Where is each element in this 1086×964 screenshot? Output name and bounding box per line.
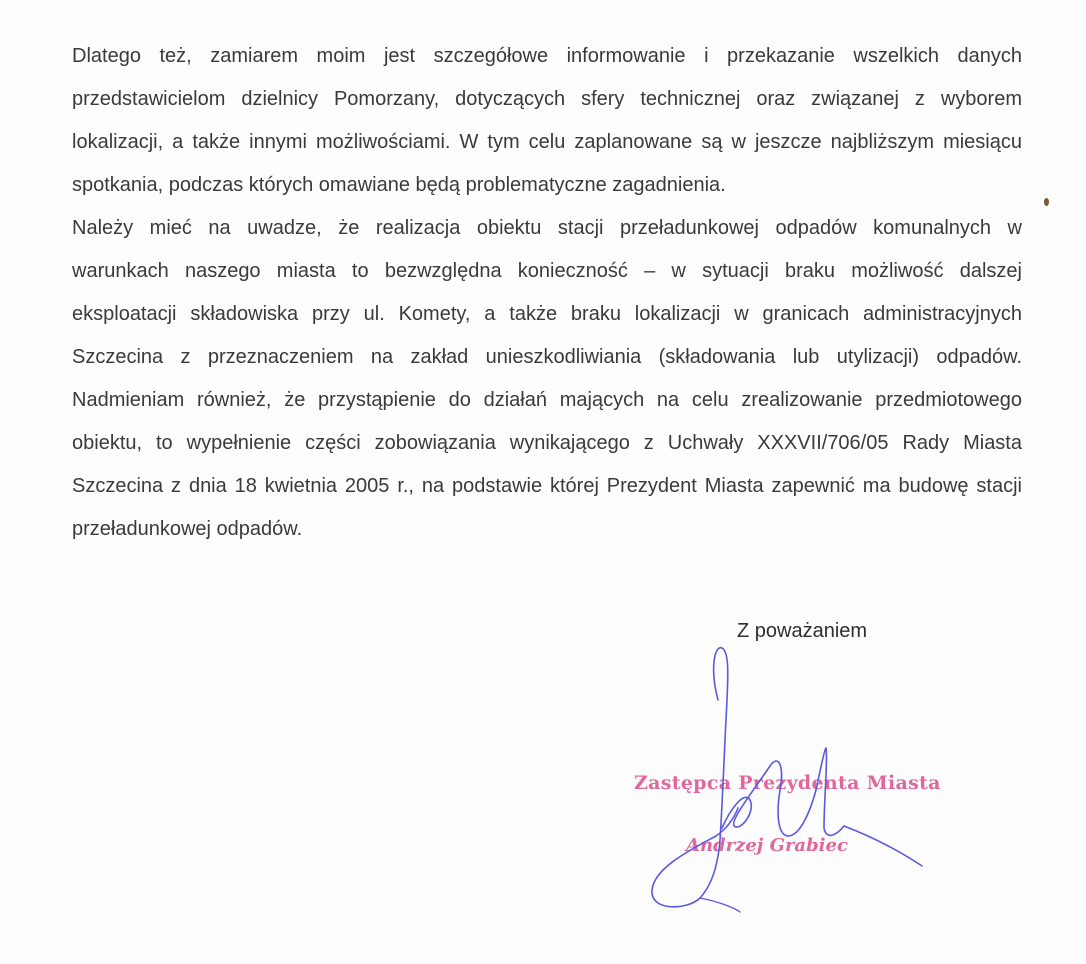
body-line: Dlatego też, zamiarem moim jest szczegółowe informowanie i przekazanie wszelkich danych xyxy=(72,45,1022,67)
letter-body xyxy=(72,40,1022,556)
body-line: przedstawicielom dzielnicy Pomorzany, dotyczących sfery technicznej oraz związanej z wyborem xyxy=(72,88,1022,110)
body-line: przeładunkowej odpadów. xyxy=(72,518,303,540)
stamp-name: Andrzej Grabiec xyxy=(686,835,848,856)
closing-salutation: Z poważaniem xyxy=(737,620,868,642)
signature-stroke xyxy=(722,748,844,836)
paper-speck xyxy=(1044,198,1049,206)
body-line: Szczecina z przeznaczeniem na zakład unieszkodliwiania (składowania lub utylizacji) odpadów. xyxy=(72,346,1022,368)
handwritten-signature xyxy=(630,640,930,920)
body-line: eksploatacji składowiska przy ul. Komety, a także braku lokalizacji w granicach administracyjnych xyxy=(72,303,1022,325)
signature-stroke xyxy=(652,648,738,907)
body-line: Szczecina z dnia 18 kwietnia 2005 r., na podstawie której Prezydent Miasta zapewnić ma budowę stacji xyxy=(72,475,1022,497)
signature-stroke xyxy=(844,826,922,866)
body-line: warunkach naszego miasta to bezwzględna konieczność – w sytuacji braku możliwość dalszej xyxy=(72,260,1022,282)
signature-stroke xyxy=(700,898,740,912)
body-line: obiektu, to wypełnienie części zobowiązania wynikającego z Uchwały XXXVII/706/05 Rady Miasta xyxy=(72,432,1022,454)
stamp-title: Zastępca Prezydenta Miasta xyxy=(634,772,941,794)
body-line: Należy mieć na uwadze, że realizacja obiektu stacji przeładunkowej odpadów komunalnych w xyxy=(72,217,1022,239)
body-line: spotkania, podczas których omawiane będą problematyczne zagadnienia. xyxy=(72,174,726,196)
body-line: lokalizacji, a także innymi możliwościami. W tym celu zaplanowane są w jeszcze najbliższym miesiącu xyxy=(72,131,1022,153)
body-line: Nadmieniam również, że przystąpienie do działań mających na celu zrealizowanie przedmiotowego xyxy=(72,389,1022,411)
